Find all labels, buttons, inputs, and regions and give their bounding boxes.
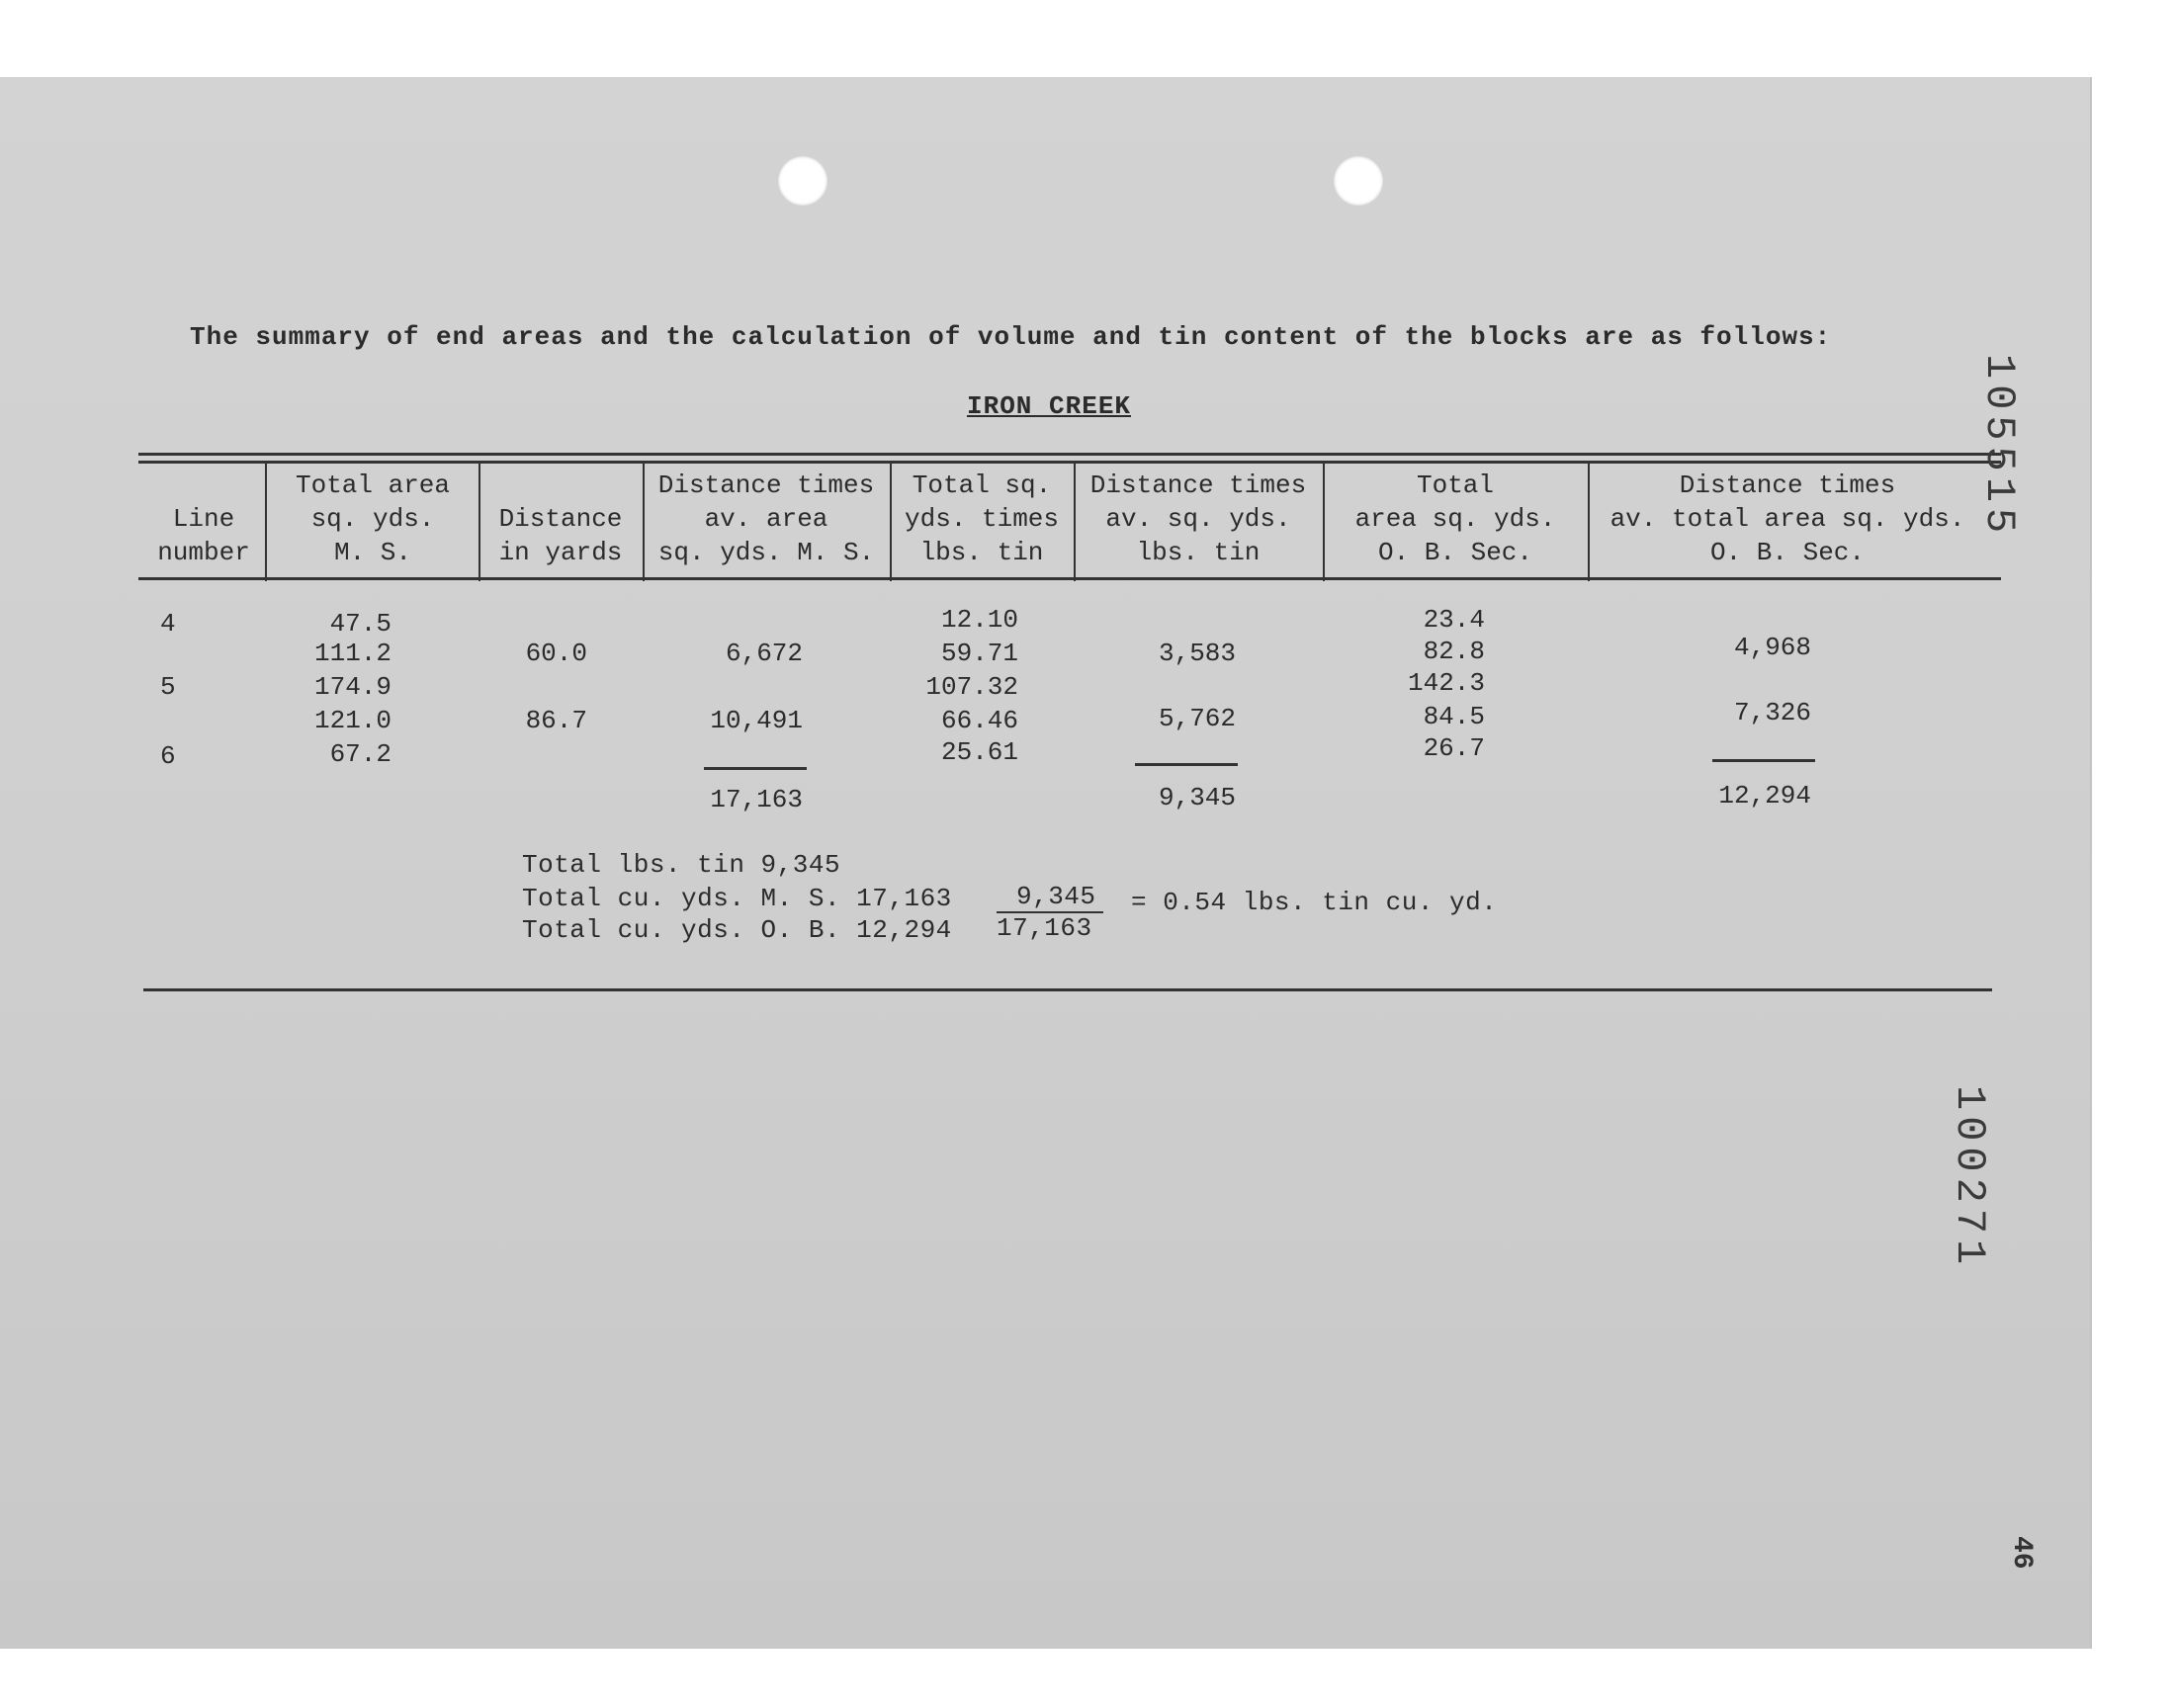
total-area-ob-cell: 23.4	[1423, 605, 1485, 635]
summary-total-lbs-tin: Total lbs. tin 9,345	[522, 850, 841, 880]
line-number-cell: 4	[160, 609, 176, 639]
total-lbs-tin-cell: 107.32	[925, 672, 1018, 702]
fraction-denominator: 17,163	[997, 913, 1092, 943]
intro-text: The summary of end areas and the calculation of volume and tin content of the blocks are as follows:	[190, 322, 1832, 352]
total-area-ms-cell: 121.0	[313, 706, 392, 735]
column-divider	[265, 463, 267, 581]
subtotal-rule	[1712, 759, 1815, 762]
dist-av-area-cell: 10,491	[710, 706, 803, 735]
fraction-numerator: 9,345	[1016, 882, 1096, 911]
section-title: IRON CREEK	[967, 391, 1132, 421]
dist-total-ob-cell: 4,968	[1733, 633, 1811, 662]
page-number: 46	[2006, 1536, 2037, 1570]
total-area-ms-cell: 174.9	[313, 672, 392, 702]
fraction-result: = 0.54 lbs. tin cu. yd.	[1131, 888, 1498, 917]
total-area-ob-cell: 84.5	[1423, 702, 1485, 731]
table-top-rule-2	[138, 461, 2001, 464]
archive-stamp-top: 105515	[1975, 354, 2023, 540]
dist-av-area-cell: 6,672	[725, 639, 803, 668]
distance-cell: 60.0	[525, 639, 587, 668]
dist-lbs-tin-cell: 5,762	[1158, 704, 1236, 733]
header-line-number: Line number	[157, 504, 250, 567]
dist-total-ob-cell: 7,326	[1733, 698, 1811, 727]
total-lbs-tin-cell: 25.61	[940, 737, 1018, 767]
header-total-area-ms: Total area sq. yds. M. S.	[295, 470, 451, 567]
summary-total-cu-yds-ms: Total cu. yds. M. S. 17,163	[522, 884, 952, 913]
dist-lbs-tin-cell: 3,583	[1158, 639, 1236, 668]
header-dist-total-ob: Distance times av. total area sq. yds. O. B. Sec.	[1610, 470, 1965, 567]
punch-hole-right	[1334, 156, 1383, 206]
dist-total-ob-total: 12,294	[1718, 781, 1811, 811]
subtotal-rule	[1135, 763, 1238, 766]
line-number-cell: 5	[160, 672, 176, 702]
total-area-ms-cell: 111.2	[313, 639, 392, 668]
total-area-ms-cell: 47.5	[329, 609, 392, 639]
total-area-ms-cell: 67.2	[329, 739, 392, 769]
table-bottom-rule	[143, 988, 1992, 991]
dist-av-area-total: 17,163	[710, 785, 803, 814]
total-lbs-tin-cell: 12.10	[940, 605, 1018, 635]
total-area-ob-cell: 26.7	[1423, 733, 1485, 763]
dist-lbs-tin-total: 9,345	[1158, 783, 1236, 812]
document-page	[0, 77, 2092, 1649]
subtotal-rule	[704, 767, 807, 770]
header-dist-lbs-tin: Distance times av. sq. yds. lbs. tin	[1089, 470, 1307, 567]
header-distance: Distance in yards	[498, 504, 623, 567]
total-lbs-tin-cell: 59.71	[940, 639, 1018, 668]
summary-total-cu-yds-ob: Total cu. yds. O. B. 12,294	[522, 915, 952, 945]
header-dist-av-area: Distance times av. area sq. yds. M. S.	[657, 470, 875, 567]
table-top-rule-1	[138, 453, 2001, 456]
distance-cell: 86.7	[525, 706, 587, 735]
total-area-ob-cell: 82.8	[1423, 637, 1485, 666]
header-total-area-ob: Total area sq. yds. O. B. Sec.	[1354, 470, 1556, 567]
line-number-cell: 6	[160, 741, 176, 771]
header-total-lbs-tin: Total sq. yds. times lbs. tin	[904, 470, 1060, 567]
total-area-ob-cell: 142.3	[1407, 668, 1485, 698]
archive-stamp-bottom: 100271	[1946, 1085, 1993, 1271]
punch-hole-left	[778, 156, 827, 206]
total-lbs-tin-cell: 66.46	[940, 706, 1018, 735]
header-bottom-rule	[138, 577, 2001, 580]
